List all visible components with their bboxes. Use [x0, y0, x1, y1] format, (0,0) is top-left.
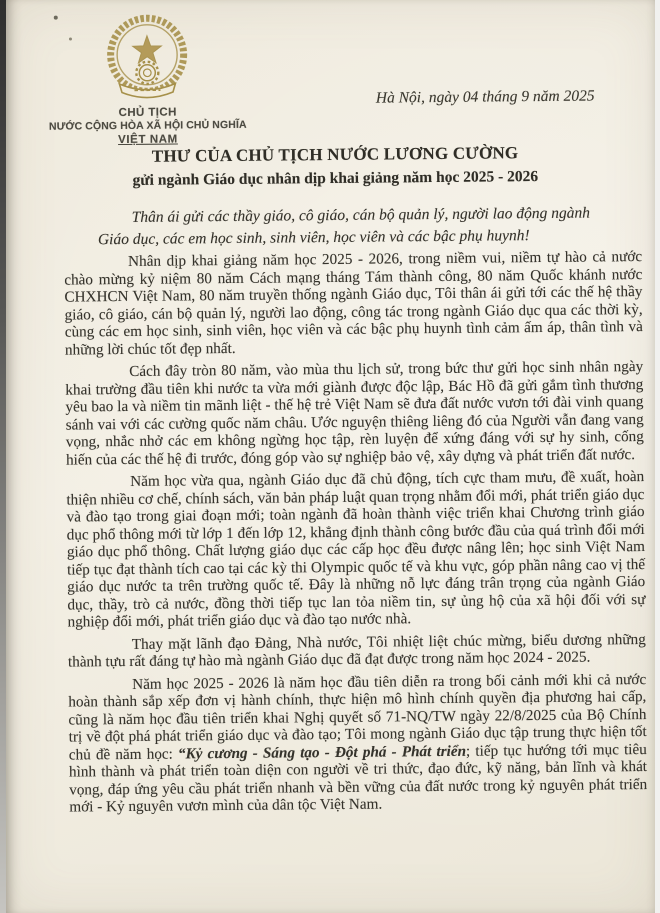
letter-sheet — [6, 0, 655, 913]
letter-title — [59, 142, 611, 190]
letter-paragraph: Cách đây tròn 80 năm, vào mùa thu lịch sử, trong bức thư gửi học sinh nhân ngày khai trường đầu tiên khi nước ta vừa mới giành được độc lập, Bác Hồ đã gửi gắm tình thương yêu bao la và niềm tin mãnh liệt - thế hệ trẻ Việt Nam sẽ đưa đất nước vươn tới đài vinh quang sánh vai với các cường quốc năm châu. Ước nguyện thiêng liêng đó của Người vẫn đang vang vọng, nhắc nhở các em không ngừng học tập, rèn luyện để xứng đáng với sự hy sinh, cống hiến của các thế hệ đi trước, đóng góp vào sự nghiệp bảo vệ, xây dựng và phát triển đất nước. — [65, 358, 644, 469]
letter-title-line1: THƯ CỦA CHỦ TỊCH NƯỚC LƯƠNG CƯỜNG — [151, 143, 519, 166]
letter-closing-paragraph — [68, 671, 647, 817]
school-year-theme: “Kỷ cương - Sáng tạo - Đột phá - Phát triển — [177, 742, 467, 763]
issuer-block — [36, 13, 259, 148]
letter-paragraph: Năm học vừa qua, ngành Giáo dục đã chủ động, tích cực tham mưu, đề xuất, hoàn thiện nhiều cơ chế, chính sách, văn bản pháp luật quan trọng nhằm đổi mới, phát triển giáo dục và đào tạo trong giai đoạn mới; toàn ngành đã hoàn thành việc triển khai Chương trình giáo dục phổ thông mới từ lớp 1 đến lớp 12, khẳng định thành công bước đầu của quá trình đổi mới giáo dục phổ thông. Chất lượng giáo dục các cấp học đều được nâng lên; học sinh Việt Nam tiếp tục đạt thành tích cao tại các kỳ thi Olympic quốc tế và khu vực, góp phần nâng cao vị thế giáo dục nước ta trên trường quốc tế. Đây là những nỗ lực đáng trân trọng của ngành Giáo dục, thầy, trò cả nước, đồng thời tiếp tục lan tỏa niềm tin, sự ủng hộ của xã hội đối với sự nghiệp đổi mới, phát triển giáo dục và đào tạo nước nhà. — [66, 468, 646, 631]
letter-content — [2, 0, 660, 913]
letter-title-line2: gửi ngành Giáo dục nhân dịp khai giảng năm học 2025 - 2026 — [132, 168, 539, 189]
letter-paragraph: Thay mặt lãnh đạo Đảng, Nhà nước, Tôi nhiệt liệt chúc mừng, biểu dương những thành tựu rất đáng tự hào mà ngành Giáo dục đã đạt được trong năm học 2024 - 2025. — [67, 630, 646, 671]
letter-paragraph: Nhân dịp khai giảng năm học 2025 - 2026, trong niềm vui, niềm tự hào cả nước chào mừng kỷ niệm 80 năm Cách mạng tháng Tám thành công, 80 năm Quốc khánh nước CHXHCN Việt Nam, 80 năm truyền thống ngành Giáo dục, Tôi thân ái gửi tới các thế hệ thầy giáo, cô giáo, cán bộ quản lý, người lao động, công tác trong ngành Giáo dục qua các thời kỳ, cùng các em học sinh, sinh viên, học viên và các bậc phụ huynh tình cảm ấm áp, thân tình và những lời chúc tốt đẹp nhất. — [64, 248, 643, 359]
vietnam-national-emblem-icon — [102, 13, 193, 105]
closing-tail: ; tiếp tục hướng tới mục tiêu hình thành và phát triển toàn diện con người về tri thức, đạo đức, kỹ năng, bản lĩnh và khát vọng, đáp ứng yêu cầu phát triển nhanh và bền vững của đất nước trong kỷ nguyên phát triển mới - Kỷ nguyên vươn mình của dân tộc Việt Nam. — [68, 740, 648, 816]
letter-body — [64, 248, 647, 816]
issuer-country-line: NƯỚC CỘNG HÒA XÃ HỘI CHỦ NGHĨA — [48, 118, 247, 133]
salutation: Thân ái gửi các thầy giáo, cô giáo, cán bộ quản lý, người lao động ngành Giáo dục, các em học sinh, sinh viên, học viên và các bậc phụ huynh! — [97, 204, 591, 248]
dateline: Hà Nội, ngày 04 tháng 9 năm 2025 — [375, 87, 595, 107]
issuer-country-name: VIỆT NAM — [118, 133, 178, 147]
closing-lead: Năm học 2025 - 2026 là năm học đầu tiên diễn ra trong bối cảnh mới khi cả nước hoàn thành sắp xếp đơn vị hành chính, thực hiện mô hình chính quyền địa phương hai cấp, cũng là năm học đầu tiên triển khai Nghị quyết số 71-NQ/TW ngày 22/8/2025 của Bộ Chính trị về đột phá phát triển giáo dục và đào tạo; Tôi mong ngành Giáo dục tập trung thực hiện tốt chủ đề năm học: — [68, 670, 647, 764]
issuer-title: CHỦ TỊCH — [118, 106, 177, 120]
